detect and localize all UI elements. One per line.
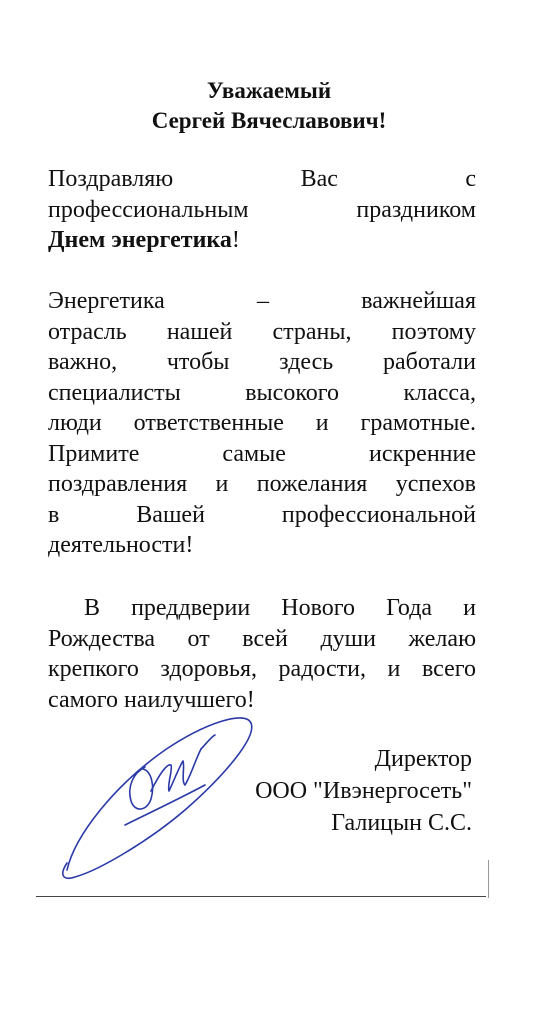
energy-paragraph — [48, 286, 476, 561]
signer-company: ООО "Ивэнергосеть" — [255, 778, 472, 804]
bottom-rule — [36, 896, 486, 897]
energy-line: Примите самые искренние — [48, 440, 476, 467]
signer-title: Директор — [374, 746, 472, 772]
energy-line: специалисты высокого класса, — [48, 379, 476, 406]
salutation-line-1: Уважаемый — [206, 78, 332, 103]
salutation-line-2: Сергей Вячеславович! — [151, 108, 387, 133]
energy-line: деятельности! — [48, 532, 194, 558]
wishes-line: крепкого здоровья, радости, и всего — [48, 656, 476, 682]
greeting-line-1: Поздравляю Вас с — [48, 166, 476, 192]
energy-line: поздравления и пожелания успехов — [48, 471, 476, 497]
signer-name: Галицын С.С. — [331, 810, 472, 836]
wishes-line: Рождества от всей души желаю — [48, 625, 476, 652]
holiday-punct: ! — [231, 227, 240, 253]
greeting-line-2: профессиональным праздником — [48, 196, 476, 223]
salutation — [0, 76, 538, 136]
wishes-paragraph — [48, 593, 476, 715]
handwritten-signature — [55, 705, 265, 890]
wishes-line: В преддверии Нового Года и — [84, 595, 476, 621]
energy-line: отрасль нашей страны, поэтому — [48, 318, 476, 345]
wishes-line: самого наилучшего! — [48, 686, 255, 713]
greeting-line-3 — [48, 225, 476, 256]
greeting-paragraph — [48, 164, 476, 256]
energy-line: в Вашей профессиональной — [48, 501, 476, 528]
energy-line: люди ответственные и грамотные. — [48, 410, 476, 436]
signature-block — [255, 743, 472, 839]
energy-line: важно, чтобы здесь работали — [48, 349, 476, 375]
energy-line: Энергетика – важнейшая — [48, 288, 476, 314]
holiday-name: Днем энергетика — [48, 227, 232, 253]
paper-edge — [488, 860, 489, 898]
